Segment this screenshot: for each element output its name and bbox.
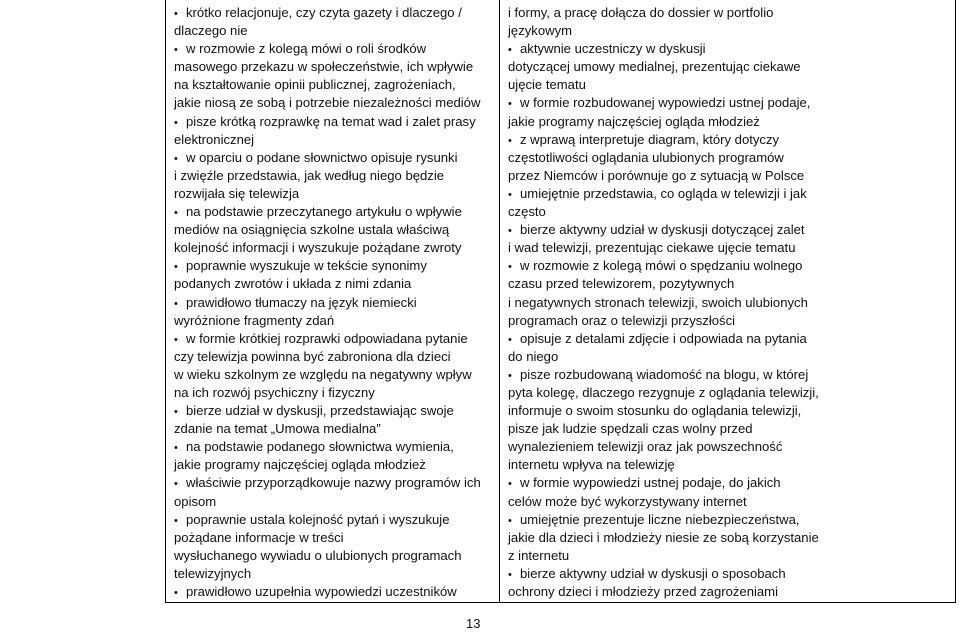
bullet-icon: • <box>174 587 178 599</box>
line-text: jakie programy najczęściej ogląda młodzież <box>508 113 760 129</box>
text-line <box>508 4 804 22</box>
line-text: umiejętnie prezentuje liczne niebezpieczeństwa, <box>520 511 800 527</box>
line-text: na podstawie podanego słownictwa wymienia, <box>186 439 454 455</box>
line-text: krótko relacjonuje, czy czyta gazety i dlaczego / <box>186 5 462 20</box>
bullet-line <box>508 474 804 492</box>
text-line <box>508 583 804 601</box>
bullet-line <box>174 511 490 529</box>
text-line <box>174 221 490 239</box>
line-text: rozwijała się telewizja <box>174 185 300 201</box>
bullet-icon: • <box>508 134 512 147</box>
text-line <box>174 76 490 94</box>
line-text: jakie programy najczęściej ogląda młodzież <box>174 457 426 473</box>
text-line <box>508 239 804 257</box>
line-text: w formie wypowiedzi ustnej podaje, do jakich <box>520 475 781 491</box>
text-line <box>508 275 804 293</box>
bullet-line <box>174 438 490 456</box>
line-text: elektronicznej <box>174 131 255 147</box>
bullet-line <box>508 366 809 384</box>
bullet-icon: • <box>174 442 178 455</box>
bullet-line <box>174 40 490 58</box>
page-number: 13 <box>466 616 481 631</box>
text-line <box>508 113 804 131</box>
line-text: w formie krótkiej rozprawki odpowiadana pytanie <box>186 330 468 346</box>
line-text: pisze krótką rozprawkę na temat wad i zalet prasy <box>186 113 476 129</box>
text-line <box>508 167 804 185</box>
bullet-line <box>508 131 804 149</box>
line-text: właściwie przyporządkowuje nazwy programów ich <box>186 475 481 491</box>
text-line <box>508 312 804 330</box>
bullet-icon: • <box>508 188 512 201</box>
bullet-line <box>508 185 807 203</box>
text-line <box>174 493 490 511</box>
bullet-icon: • <box>174 333 178 346</box>
bullet-line <box>508 94 811 112</box>
line-text: prawidłowo uzupełnia wypowiedzi uczestników <box>186 584 457 599</box>
line-text: ochrony dzieci i młodzieży przed zagrożeniami <box>508 584 778 599</box>
text-line <box>174 22 490 40</box>
line-text: w oparciu o podane słownictwo opisuje rysunki <box>186 149 458 165</box>
text-line <box>174 185 490 203</box>
bullet-line <box>508 565 804 583</box>
line-text: częstotliwości oglądania ulubionych programów <box>508 149 784 165</box>
bullet-icon: • <box>508 514 512 527</box>
line-text: poprawnie wyszukuje w tekście synonimy <box>186 258 427 274</box>
line-text: masowego przekazu w społeczeństwie, ich wpływie <box>174 59 474 75</box>
line-text: w wieku szkolnym ze względu na negatywny wpływ <box>174 366 472 382</box>
bullet-icon: • <box>174 8 178 20</box>
bullet-icon: • <box>174 514 178 527</box>
bullet-icon: • <box>508 478 512 491</box>
table-border-middle <box>499 0 500 603</box>
text-line <box>174 366 490 384</box>
line-text: opisuje z detalami zdjęcie i odpowiada na pytania <box>520 330 807 346</box>
line-text: językowym <box>508 23 573 39</box>
bullet-icon: • <box>174 406 178 419</box>
text-line <box>508 294 808 312</box>
text-line <box>508 384 819 402</box>
bullet-line <box>508 257 804 275</box>
line-text: bierze aktywny udział w dyskusji dotyczącej zalet <box>520 222 805 238</box>
bullet-line <box>508 221 804 239</box>
line-text: jakie dla dzieci i młodzieży niesie ze sobą korzystanie <box>508 529 819 545</box>
line-text: czasu przed telewizorem, pozytywnych <box>508 276 735 292</box>
line-text: bierze udział w dyskusji, przedstawiając swoje <box>186 403 454 419</box>
line-text: pisze jak ludzie spędzali czas wolny przed <box>508 421 753 437</box>
text-line <box>508 22 804 40</box>
line-text: informuje o swoim stosunku do oglądania telewizji, <box>508 403 802 419</box>
table-border-bottom <box>165 602 956 603</box>
line-text: czy telewizja powinna być zabroniona dla dzieci <box>174 348 451 364</box>
bullet-icon: • <box>508 225 512 238</box>
table-border-left <box>165 0 166 603</box>
line-text: w rozmowie z kolegą mówi o roli środków <box>186 41 427 57</box>
line-text: i zwięźle przedstawia, jak według niego będzie <box>174 167 445 183</box>
line-text: dotyczącej umowy medialnej, prezentując ciekawe <box>508 59 801 75</box>
line-text: na kształtowanie opinii publicznej, zagrożeniach, <box>174 77 456 93</box>
line-text: w rozmowie z kolegą mówi o spędzaniu wolnego <box>520 258 803 274</box>
line-text: prawidłowo tłumaczy na język niemiecki <box>186 294 417 310</box>
text-line <box>174 131 490 149</box>
line-text: internetu wpłyva na telewizję <box>508 457 675 473</box>
line-text: w formie rozbudowanej wypowiedzi ustnej podaje, <box>520 95 811 111</box>
bullet-line <box>174 4 490 22</box>
bullet-icon: • <box>174 297 178 310</box>
line-text: mediów na osiągnięcia szkolne ustala właściwą <box>174 222 450 238</box>
line-text: przez Niemców i porównuje go z sytuacją w Polsce <box>508 167 805 183</box>
bullet-line <box>174 583 490 601</box>
line-text: pyta kolegę, dlaczego rezygnuje z oglądania telewizji, <box>508 384 819 400</box>
line-text: bierze aktywny udział w dyskusji o sposobach <box>520 565 786 581</box>
text-line <box>174 456 490 474</box>
bullet-icon: • <box>174 116 178 129</box>
line-text: poprawnie ustala kolejność pytań i wyszukuje <box>186 511 450 527</box>
line-text: na podstawie przeczytanego artykułu o wpływie <box>186 204 462 220</box>
line-text: pożądane informacje w treści <box>174 529 344 545</box>
line-text: i wad telewizji, prezentując ciekawe ujęcie tematu <box>508 240 796 256</box>
bullet-line <box>508 330 807 348</box>
text-line <box>174 529 490 547</box>
text-line <box>508 149 804 167</box>
bullet-line <box>174 149 490 167</box>
left-column <box>174 4 490 601</box>
bullet-icon: • <box>174 152 178 165</box>
line-text: aktywnie uczestniczy w dyskusji <box>520 41 706 57</box>
text-line <box>174 565 490 583</box>
line-text: zdanie na temat „Umowa medialna” <box>174 421 381 437</box>
bullet-icon: • <box>508 369 512 382</box>
text-line <box>174 239 490 257</box>
line-text: na ich rozwój psychiczny i fizyczny <box>174 384 375 400</box>
line-text: celów może być wykorzystywany internet <box>508 493 747 509</box>
bullet-icon: • <box>508 333 512 346</box>
line-text: jakie niosą ze sobą i potrzebie niezależności mediów <box>174 95 481 111</box>
line-text: i formy, a pracę dołącza do dossier w portfolio <box>508 5 774 20</box>
text-line <box>174 420 490 438</box>
text-line <box>508 58 804 76</box>
text-line <box>174 275 490 293</box>
text-line <box>174 348 490 366</box>
line-text: podanych zwrotów i układa z nimi zdania <box>174 276 412 292</box>
bullet-line <box>174 294 490 312</box>
bullet-line <box>174 203 490 221</box>
text-line <box>174 384 490 402</box>
bullet-line <box>174 474 490 492</box>
bullet-line <box>174 113 490 131</box>
bullet-icon: • <box>174 261 178 274</box>
line-text: do niego <box>508 348 559 364</box>
right-column <box>508 4 819 601</box>
text-line <box>508 402 804 420</box>
line-text: wysłuchanego wywiadu o ulubionych programach <box>174 547 462 563</box>
bullet-line <box>508 40 804 58</box>
bullet-icon: • <box>174 207 178 220</box>
text-line <box>508 493 804 511</box>
bullet-icon: • <box>174 478 178 491</box>
bullet-line <box>174 257 490 275</box>
text-line <box>508 420 804 438</box>
text-line <box>174 312 490 330</box>
bullet-line <box>174 402 490 420</box>
line-text: ujęcie tematu <box>508 77 586 93</box>
line-text: często <box>508 204 546 220</box>
line-text: dlaczego nie <box>174 23 248 39</box>
text-line <box>508 529 819 547</box>
text-line <box>508 438 804 456</box>
line-text: pisze rozbudowaną wiadomość na blogu, w której <box>520 366 809 382</box>
line-text: z wprawą interpretuje diagram, który dotyczy <box>520 131 780 147</box>
line-text: kolejność informacji i wyszukuje pożądane zwroty <box>174 240 462 256</box>
line-text: wyróżnione fragmenty zdań <box>174 312 335 328</box>
line-text: telewizyjnych <box>174 565 252 581</box>
text-line <box>508 348 804 366</box>
text-line <box>508 547 804 565</box>
bullet-icon: • <box>508 44 512 57</box>
text-line <box>508 76 804 94</box>
bullet-icon: • <box>508 261 512 274</box>
line-text: z internetu <box>508 547 570 563</box>
text-line <box>174 94 490 112</box>
text-line <box>174 58 490 76</box>
text-line <box>508 203 804 221</box>
line-text: wynalezieniem telewizji oraz jak powszechność <box>508 439 783 455</box>
line-text: opisom <box>174 493 217 509</box>
bullet-icon: • <box>174 44 178 57</box>
bullet-icon: • <box>508 568 512 581</box>
line-text: umiejętnie przedstawia, co ogląda w telewizji i jak <box>520 185 807 201</box>
line-text: i negatywnych stronach telewizji, swoich ulubionych <box>508 294 808 310</box>
text-line <box>174 167 490 185</box>
line-text: programach oraz o telewizji przyszłości <box>508 312 736 328</box>
bullet-icon: • <box>508 98 512 111</box>
table-border-right <box>955 0 956 603</box>
bullet-line <box>174 330 490 348</box>
text-line <box>508 456 804 474</box>
bullet-line <box>508 511 804 529</box>
text-line <box>174 547 490 565</box>
